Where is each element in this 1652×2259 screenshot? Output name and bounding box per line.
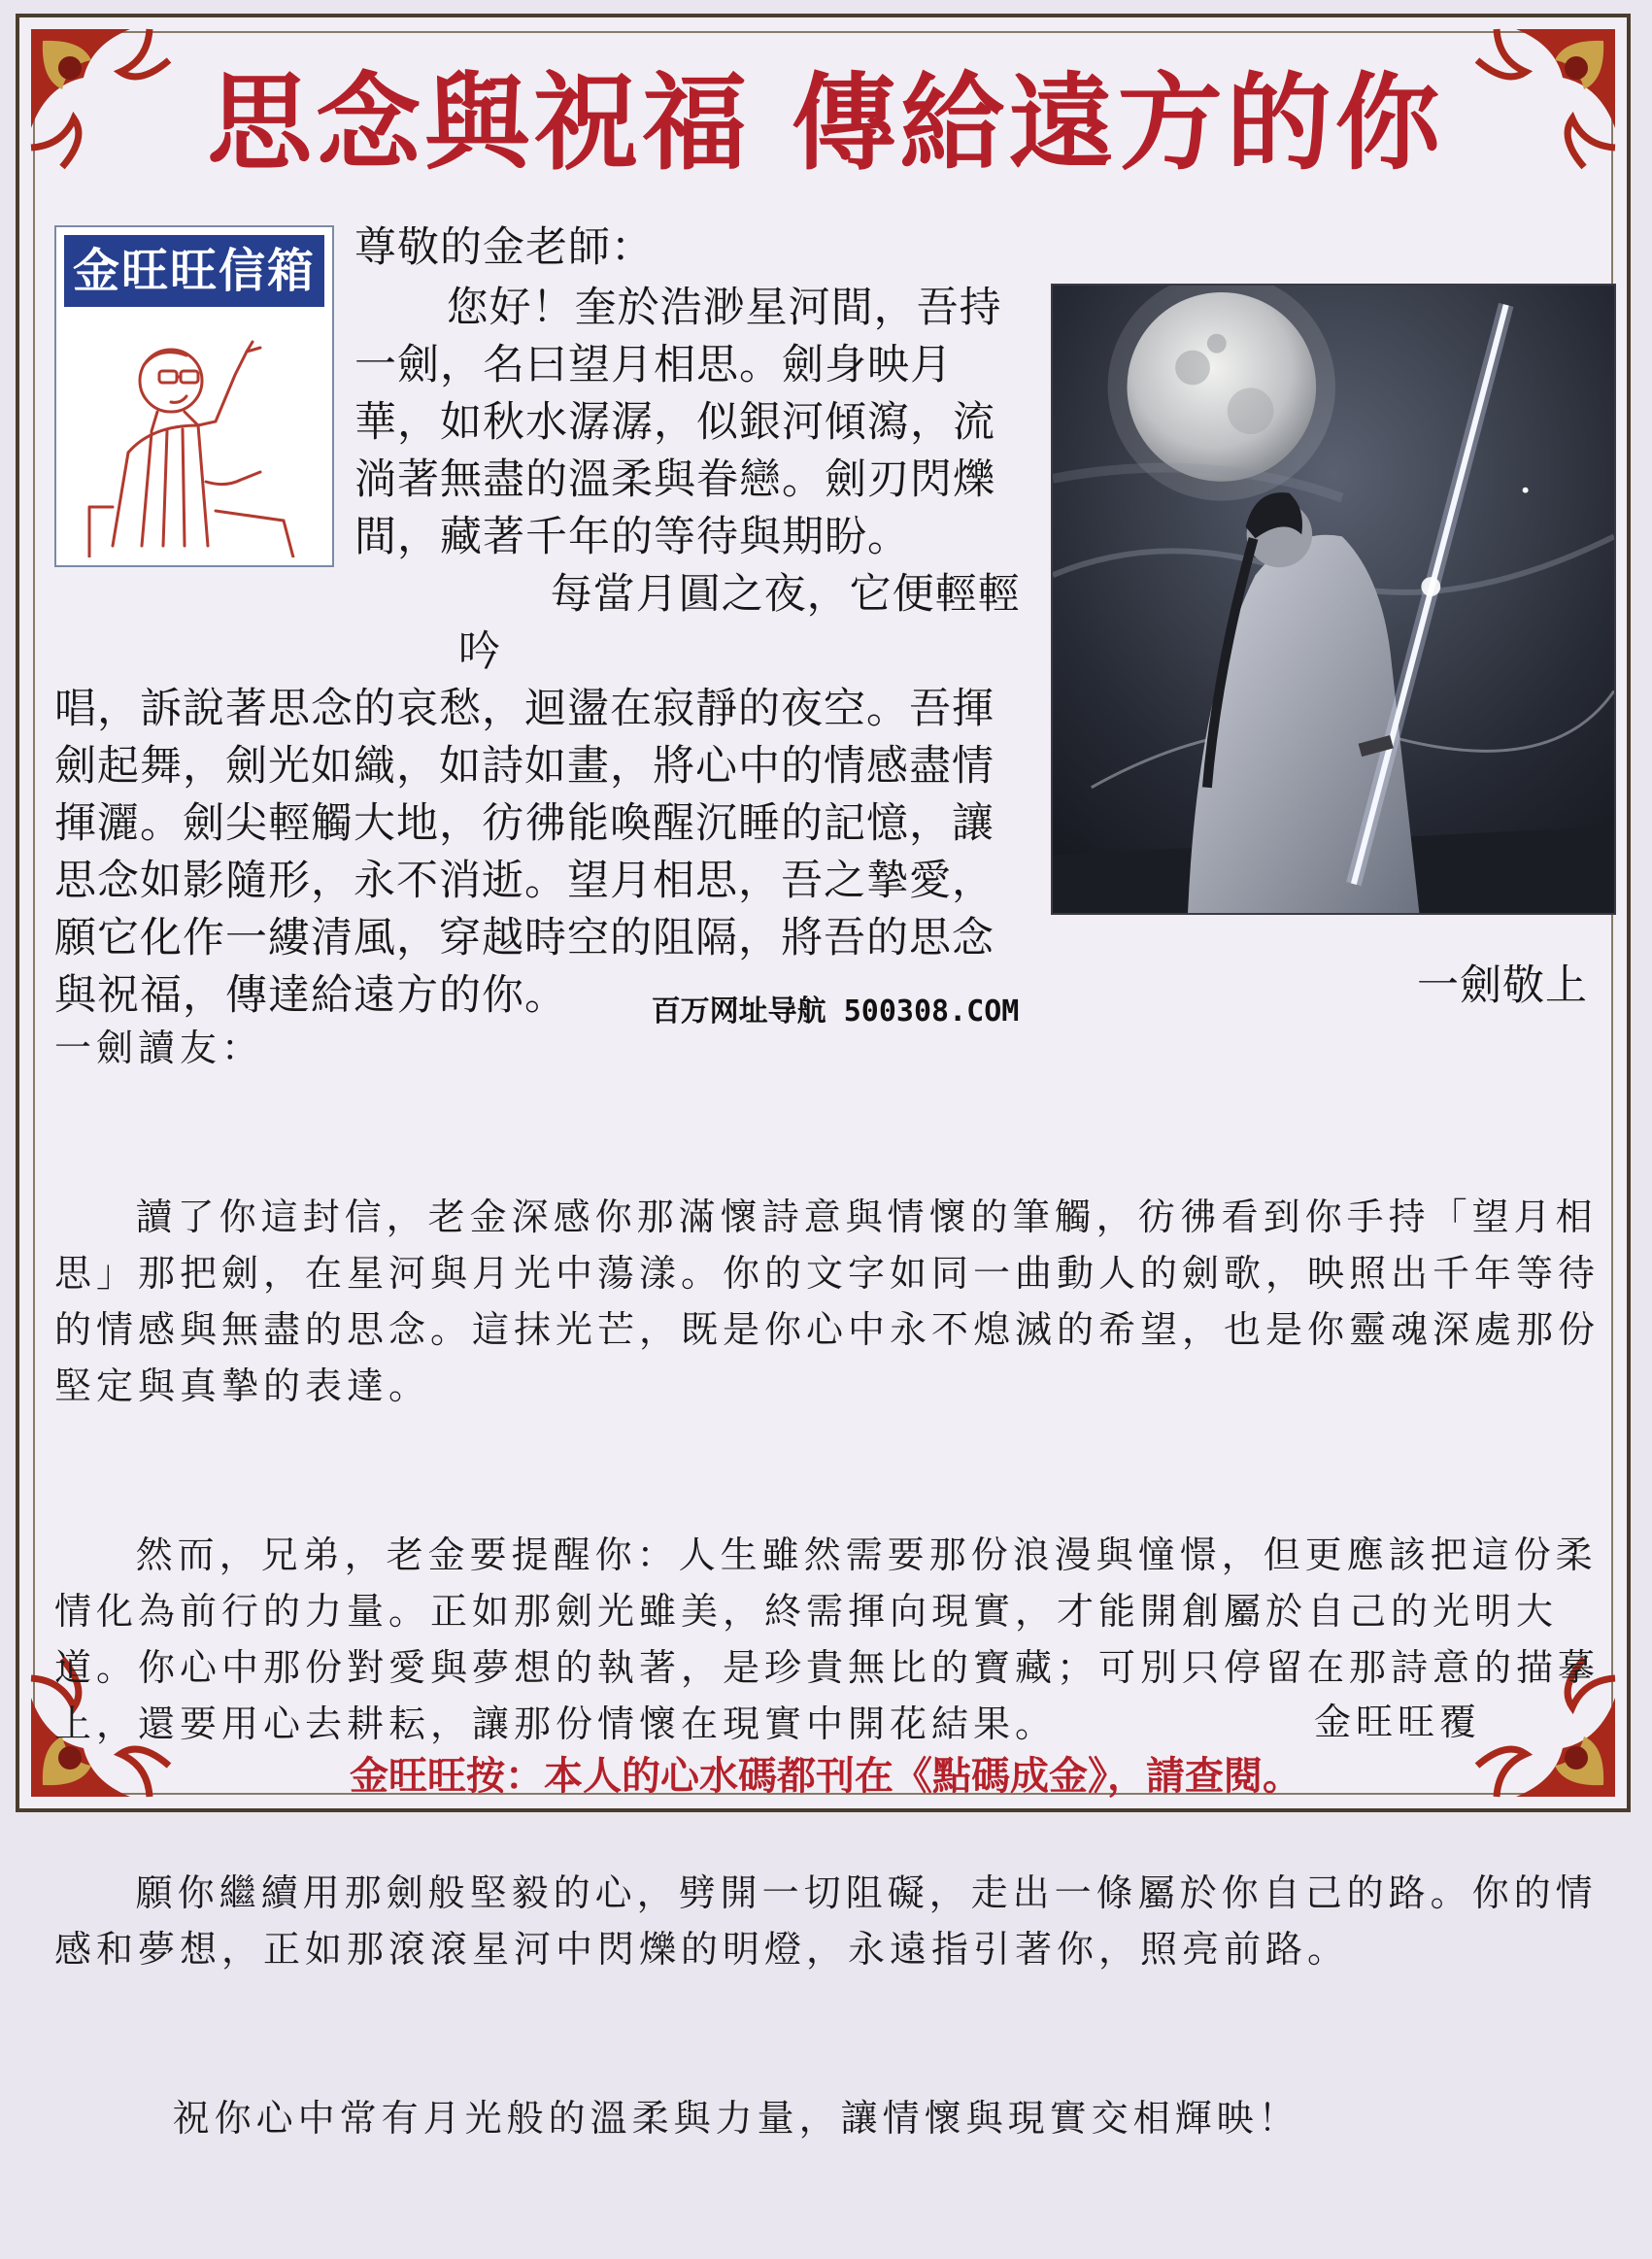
footer-note: 金旺旺按：本人的心水碼都刊在《點碼成金》，請查閱。 [350,1754,1301,1799]
letter-paragraph-1: 您好！奎於浩渺星河間，吾持一劍，名曰望月相思。劍身映月華，如秋水潺潺，似銀河傾瀉，流淌著無盡的溫柔與眷戀。劍刃閃爍間，藏著千年的等待與期盼。 [354,284,1002,561]
corner-ornament-top-right [1453,21,1623,191]
reply-closing: 祝你心中常有月光般的溫柔與力量，讓情懷與現實交相輝映！ [172,2097,1300,2140]
reply-paragraph: 讀了你這封信，老金深感你那滿懷詩意與情懷的筆觸，彷彿看到你手持「望月相思」那把劍，在星河與月光中蕩漾。你的文字如同一曲動人的劍歌，映照出千年等待的情感與無盡的思念。這抹光芒，既是你心中永不熄滅的希望，也是你靈魂深處那份堅定與真摯的表達。 [54,1196,1601,1407]
column-logo-box [54,225,334,567]
reply-paragraph: 願你繼續用那劍般堅毅的心，劈開一切阻礙，走出一條屬於你自己的路。你的情感和夢想，正如那滾滾星河中閃爍的明燈，永遠指引著你，照亮前路。 [54,1871,1598,1971]
letter-paragraph-2-lead: 每當月圓之夜，它便輕輕吟 [458,570,1021,676]
newspaper-column-page [16,14,1631,2140]
reply-body [54,1076,1618,2259]
reply-paragraph: 然而，兄弟，老金要提醒你：人生雖然需要那份浪漫與憧憬，但更應該把這份柔情化為前行的力量。正如那劍光雖美，終需揮向現實，才能開創屬於自己的光明大道。你心中那份對愛與夢想的執著，是珍貴無比的寶藏；可別只停留在那詩意的描摹上，還要用心去耕耘，讓那份情懷在現實中開花結果。 [54,1534,1601,1745]
writer-sketch-illustration [70,317,320,557]
column-title: 金旺旺信箱 [64,235,324,307]
reply-greeting: 一劍讀友： [54,1027,264,1069]
letter-signoff: 一劍敬上 [1417,961,1588,1010]
watermark: 百万网址导航 500308.COM [651,995,1020,1028]
letter-salutation: 尊敬的金老師： [354,223,654,272]
letter-paragraph-2 [54,566,1035,1025]
reply-signature: 金旺旺覆 [1313,1701,1481,1743]
corner-ornament-top-left [23,21,193,191]
letter-paragraph-2-rest: 唱，訴說著思念的哀愁，迴盪在寂靜的夜空。吾揮劍起舞，劍光如織，如詩如畫，將心中的情感盡情揮灑。劍尖輕觸大地，彷彿能喚醒沉睡的記憶，讓思念如影隨形，永不消逝。望月相思，吾之摯愛，願它化作一縷清風，穿越時空的阻隔，將吾的思念與祝福，傳達給遠方的你。 [54,685,995,1020]
page-headline: 思念與祝福 傳給遠方的你 [207,63,1444,185]
moon-swordsman-illustration [1051,284,1616,915]
